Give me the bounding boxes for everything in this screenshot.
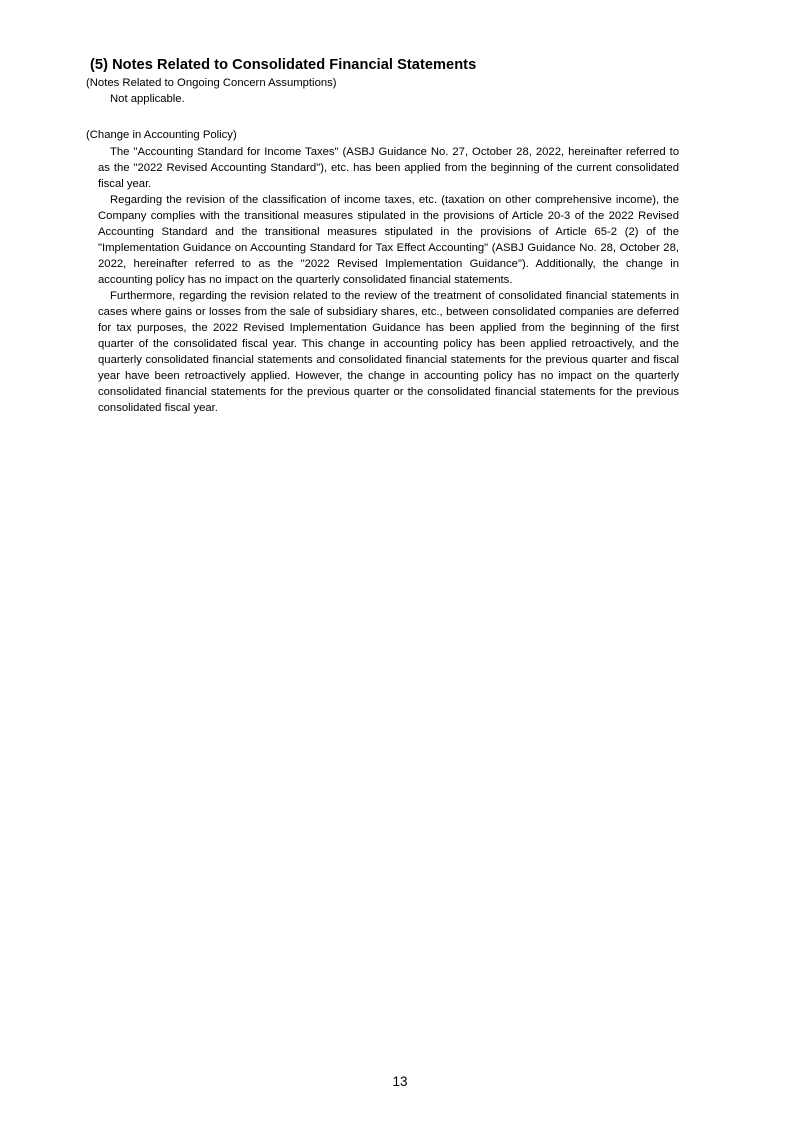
page-number: 13: [392, 1074, 408, 1089]
policy-paragraph-1: The "Accounting Standard for Income Taxes" (ASBJ Guidance No. 27, October 28, 2022, hereinafter referred to as the "2022 Revised Accounting Standard"), etc. has been applied from the beginning of the current consolidated fiscal year.: [98, 146, 679, 190]
policy-paragraph-3: Furthermore, regarding the revision related to the review of the treatment of consolidated financial statements in cases where gains or losses from the sale of subsidiary shares, etc., between consolidated companies are deferred for tax purposes, the 2022 Revised Implementation Guidance has been applied from the beginning of the first quarter of the consolidated fiscal year. This change in accounting policy has been applied retroactively, and the quarterly consolidated financial statements and consolidated financial statements for the previous quarter and fiscal year have been retroactively applied. However, the change in accounting policy has no impact on the quarterly consolidated financial statements for the previous quarter or the consolidated financial statements for the previous consolidated fiscal year.: [98, 290, 679, 414]
accounting-policy-heading: (Change in Accounting Policy): [86, 129, 237, 141]
ongoing-concern-heading: (Notes Related to Ongoing Concern Assumptions): [86, 77, 337, 89]
policy-paragraph-2: Regarding the revision of the classification of income taxes, etc. (taxation on other comprehensive income), the Company complies with the transitional measures stipulated in the provisions of Article 20-3 of the 2022 Revised Accounting Standard and the transitional measures stipulated in the provisions of Article 65-2 (2) of the "Implementation Guidance on Accounting Standard for Tax Effect Accounting" (ASBJ Guidance No. 28, October 28, 2022, hereinafter referred to as the "2022 Revised Implementation Guidance"). Additionally, the change in accounting policy has no impact on the quarterly consolidated financial statements.: [98, 194, 679, 286]
ongoing-concern-text: Not applicable.: [110, 93, 185, 105]
accounting-policy-body: [98, 144, 679, 416]
section-title: (5) Notes Related to Consolidated Financial Statements: [90, 57, 477, 73]
